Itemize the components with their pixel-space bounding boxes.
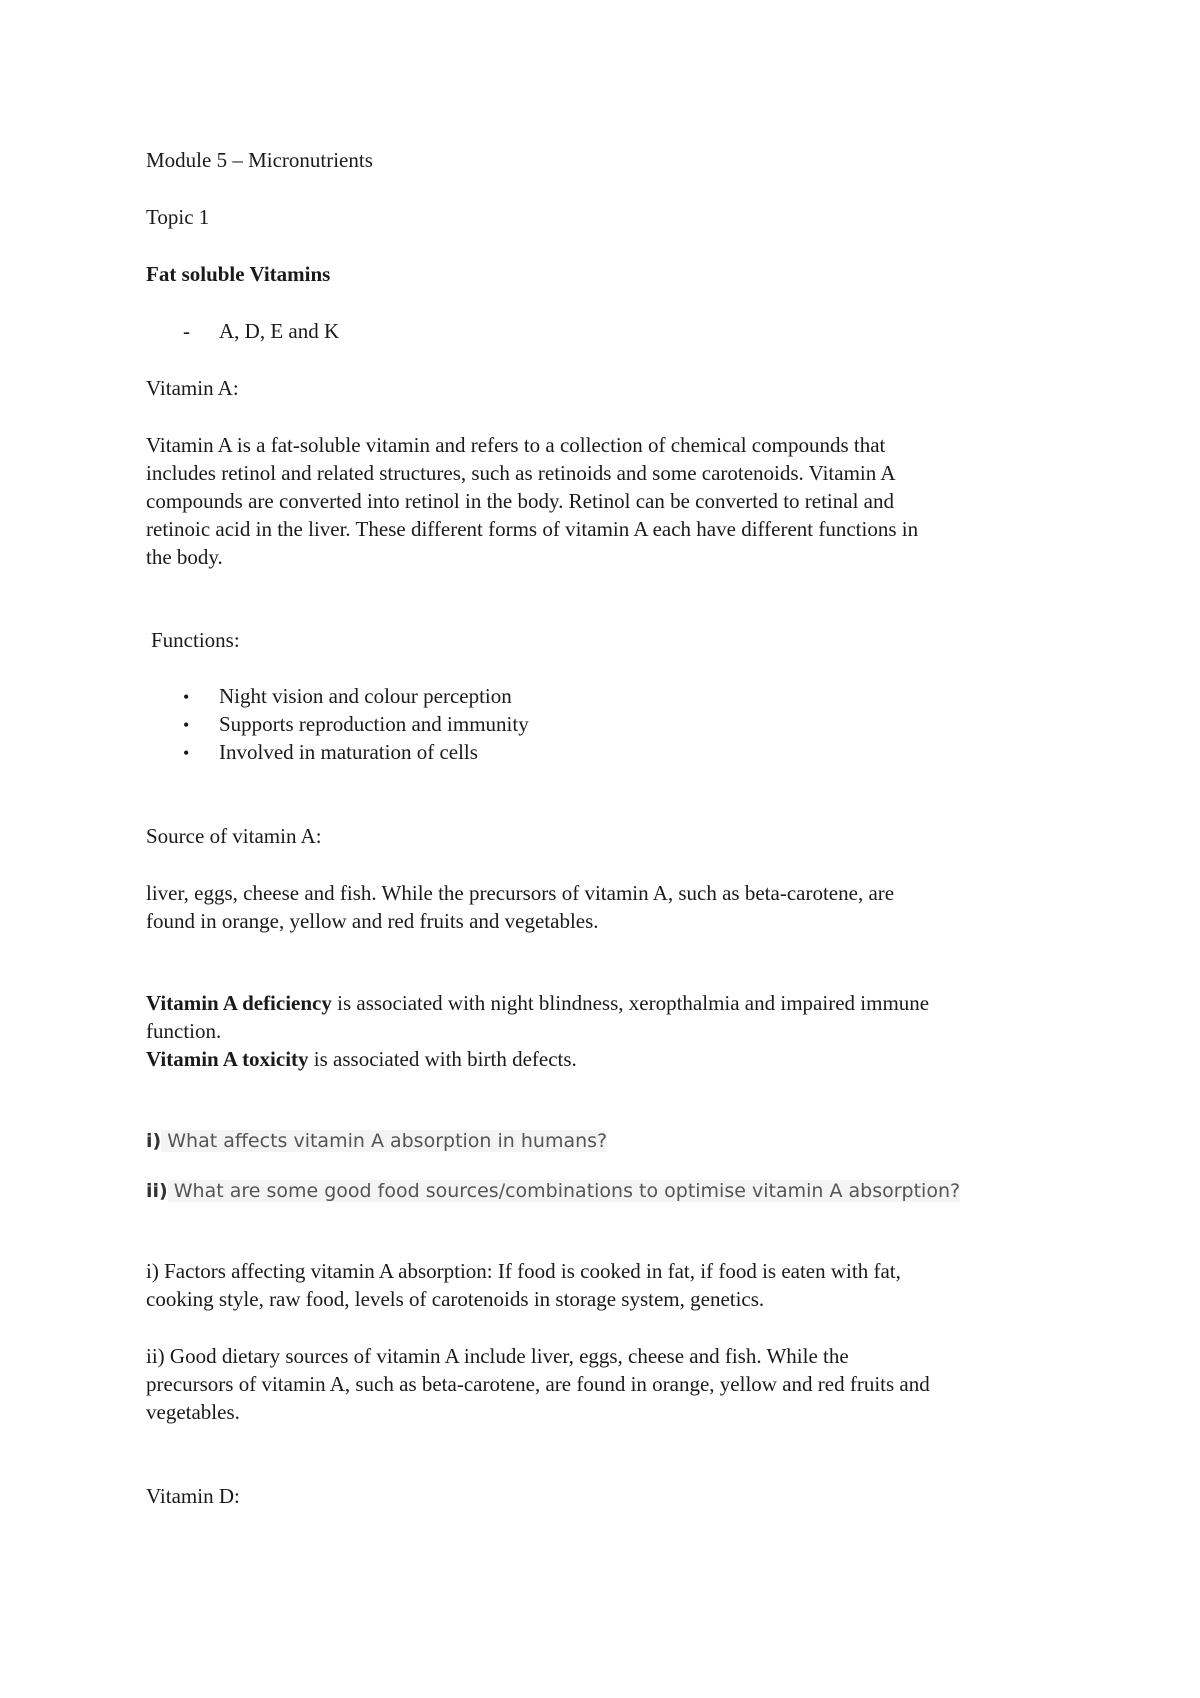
question-text: What are some good food sources/combinations to optimise vitamin A absorption?	[167, 1180, 961, 1202]
source-label: Source of vitamin A:	[146, 824, 322, 848]
question-1	[146, 1127, 607, 1155]
paragraph-line: found in orange, yellow and red fruits and vegetables.	[146, 909, 599, 933]
module-title: Module 5 – Micronutrients	[146, 148, 373, 172]
paragraph-line: retinoic acid in the liver. These different forms of vitamin A each have different functions in	[146, 517, 919, 541]
paragraph-line: the body.	[146, 545, 223, 569]
paragraph-line: i) Factors affecting vitamin A absorption: If food is cooked in fat, if food is eaten with fat,	[146, 1259, 901, 1283]
deficiency-term: Vitamin A deficiency	[146, 991, 332, 1015]
question-text: What affects vitamin A absorption in humans?	[161, 1130, 608, 1152]
paragraph-line: liver, eggs, cheese and fish. While the precursors of vitamin A, such as beta-carotene, are	[146, 881, 895, 905]
toxicity-term: Vitamin A toxicity	[146, 1047, 309, 1071]
paragraph-line: includes retinol and related structures, such as retinoids and some carotenoids. Vitamin A	[146, 461, 896, 485]
vitamin-list-text: A, D, E and K	[219, 319, 340, 343]
section-heading: Fat soluble Vitamins	[146, 262, 331, 286]
deficiency-line-2: function.	[146, 1019, 222, 1043]
source-paragraph	[146, 879, 1076, 935]
paragraph-line: Vitamin A is a fat-soluble vitamin and refers to a collection of chemical compounds that	[146, 433, 886, 457]
question-2	[146, 1177, 960, 1205]
paragraph-line: vegetables.	[146, 1400, 240, 1424]
list-item: • Involved in maturation of cells	[183, 738, 529, 766]
list-item: • Night vision and colour perception	[183, 682, 529, 710]
bullet-icon: •	[183, 687, 190, 707]
toxicity-line: Vitamin A toxicity is associated with birth defects.	[146, 1047, 577, 1071]
vitamin-a-label: Vitamin A:	[146, 376, 239, 400]
functions-list	[183, 682, 529, 766]
paragraph-line: cooking style, raw food, levels of carotenoids in storage system, genetics.	[146, 1287, 765, 1311]
dash-marker: -	[183, 319, 190, 343]
topic-label: Topic 1	[146, 205, 210, 229]
deficiency-toxicity-block	[146, 989, 1076, 1073]
bullet-icon: •	[183, 715, 190, 735]
vitamin-a-paragraph	[146, 431, 1076, 571]
list-item: • Supports reproduction and immunity	[183, 710, 529, 738]
vitamin-list-item	[183, 317, 339, 345]
paragraph-line: precursors of vitamin A, such as beta-carotene, are found in orange, yellow and red fruits and	[146, 1372, 930, 1396]
deficiency-line: Vitamin A deficiency is associated with night blindness, xeropthalmia and impaired immune	[146, 991, 930, 1015]
question-number: ii)	[146, 1180, 168, 1202]
question-number: i)	[146, 1130, 162, 1152]
paragraph-line: compounds are converted into retinol in the body. Retinol can be converted to retinal and	[146, 489, 894, 513]
bullet-icon: •	[183, 743, 190, 763]
functions-label: Functions:	[151, 628, 240, 652]
vitamin-d-label: Vitamin D:	[146, 1484, 240, 1508]
answer-2	[146, 1342, 1076, 1426]
answer-1	[146, 1257, 1076, 1313]
paragraph-line: ii) Good dietary sources of vitamin A include liver, eggs, cheese and fish. While the	[146, 1344, 849, 1368]
